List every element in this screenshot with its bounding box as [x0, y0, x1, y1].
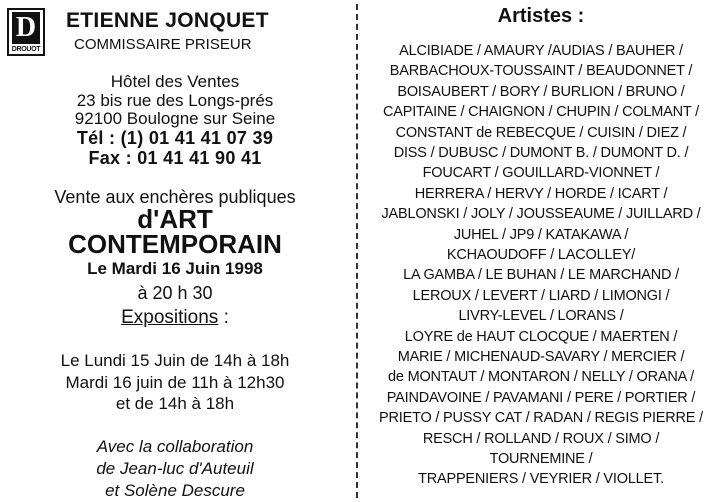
collaboration-line: et Solène Descure: [105, 481, 245, 500]
artist-line: LA GAMBA / LE BUHAN / LE MARCHAND /: [403, 267, 679, 284]
artist-line: TOURNEMINE /: [489, 451, 593, 467]
venue-name: Hôtel des Ventes: [110, 72, 240, 91]
artist-line: LOYRE de HAUT CLOCQUE / MAERTEN /: [404, 328, 678, 345]
drouot-logo: [7, 8, 45, 56]
artist-line: RESCH / ROLLAND / ROUX / SIMO /: [422, 430, 660, 447]
left-column: [0, 0, 350, 502]
artist-line: KCHAOUDOFF / LACOLLEY/: [446, 247, 636, 263]
artist-line: MARIE / MICHENAUD-SAVARY / MERCIER /: [397, 349, 685, 365]
sale-type: Vente aux enchères publiques: [54, 187, 296, 207]
sale-title-line1: d'ART: [137, 204, 213, 234]
logo-letter: D: [12, 12, 40, 44]
artists-column: [362, 0, 720, 502]
artist-line: FOUCART / GOUILLARD-VIONNET /: [422, 165, 660, 182]
artist-line: CAPITAINE / CHAIGNON / CHUPIN / COLMANT /: [383, 104, 699, 121]
artist-line: PRIETO / PUSSY CAT / RADAN / REGIS PIERRE /: [379, 410, 703, 427]
auctioneer-name: ETIENNE JONQUET: [66, 9, 269, 32]
venue-tel: Tél : (1) 01 41 41 07 39: [76, 128, 274, 148]
venue-city: 92100 Boulogne sur Seine: [74, 109, 276, 128]
logo-word: DROUOT: [11, 46, 41, 53]
artist-line: PAINDAVOINE / PAVAMANI / PERE / PORTIER /: [386, 389, 696, 406]
artist-line: TRAPPENIERS / VEYRIER / VIOLLET.: [418, 471, 664, 488]
expositions-heading-text: Expositions: [121, 307, 219, 328]
artist-line: JABLONSKI / JOLY / JOUSSEAUME / JUILLARD /: [381, 206, 701, 223]
collaboration-line: Avec la collaboration: [96, 437, 254, 456]
artist-line: BOISAUBERT / BORY / BURLION / BRUNO /: [397, 83, 685, 100]
exposition-line: et de 14h à 18h: [115, 394, 235, 413]
auctioneer-title: COMMISSAIRE PRISEUR: [74, 36, 252, 53]
expositions-heading: [0, 307, 350, 329]
artist-line: de MONTAUT / MONTARON / NELLY / ORANA /: [388, 369, 694, 386]
artist-line: JUHEL / JP9 / KATAKAWA /: [453, 226, 629, 243]
artist-line: DISS / DUBUSC / DUMONT B. / DUMONT D. /: [393, 145, 689, 161]
artist-line: LIVRY-LEVEL / LORANS /: [458, 308, 624, 325]
artist-line: BARBACHOUX-TOUSSAINT / BEAUDONNET /: [389, 63, 693, 80]
artists-heading: Artistes :: [497, 5, 585, 27]
collaboration-line: de Jean-luc d'Auteuil: [96, 459, 254, 478]
expositions-heading-colon: :: [218, 307, 229, 328]
sale-title-line2: CONTEMPORAIN: [68, 229, 282, 259]
venue-fax: Fax : 01 41 41 90 41: [88, 148, 262, 168]
venue-street: 23 bis rue des Longs-prés: [76, 91, 274, 110]
artist-line: LEROUX / LEVERT / LIARD / LIMONGI /: [412, 287, 670, 304]
sale-time: à 20 h 30: [137, 283, 213, 303]
sale-date: Le Mardi 16 Juin 1998: [87, 259, 263, 278]
exposition-line: Mardi 16 juin de 11h à 12h30: [65, 373, 285, 392]
artist-line: CONSTANT de REBECQUE / CUISIN / DIEZ /: [395, 124, 687, 141]
dashed-divider: [356, 4, 358, 498]
exposition-line: Le Lundi 15 Juin de 14h à 18h: [60, 351, 290, 370]
artist-line: HERRERA / HERVY / HORDE / ICART /: [414, 185, 668, 202]
artist-line: ALCIBIADE / AMAURY /AUDIAS / BAUHER /: [399, 43, 683, 59]
